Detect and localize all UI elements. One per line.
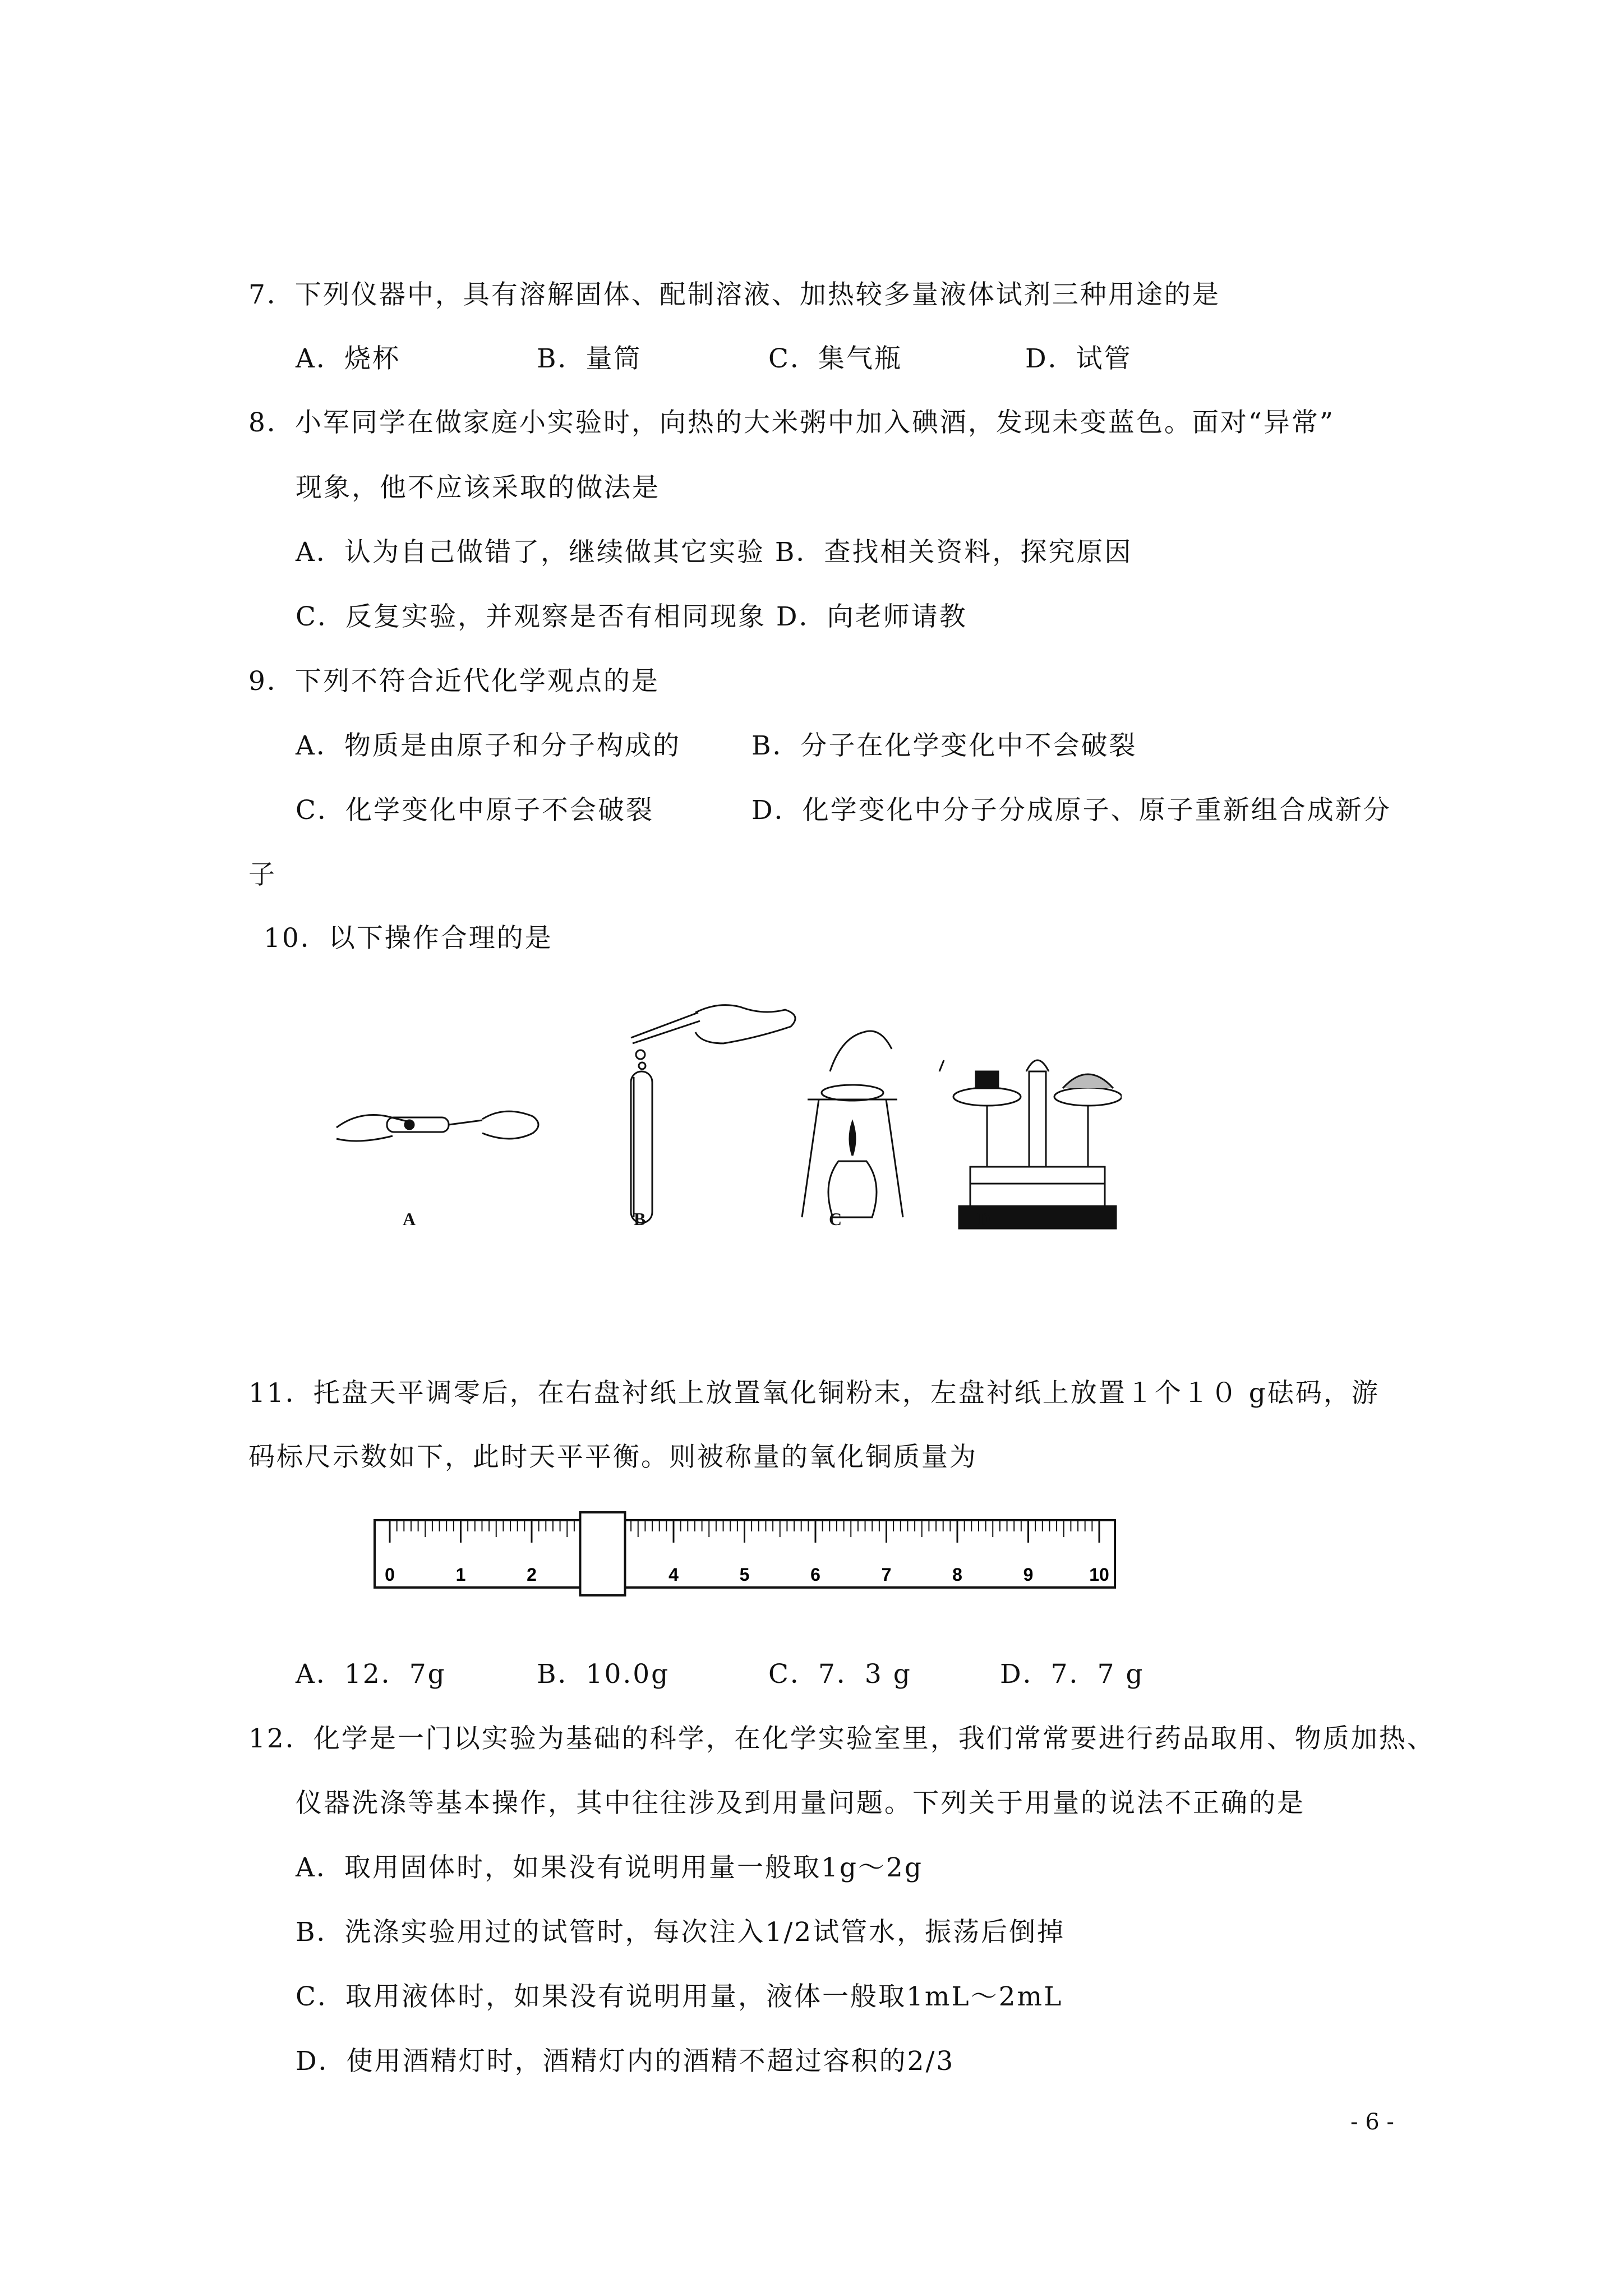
q9-stem: 9．下列不符合近代化学观点的是: [248, 666, 660, 697]
q11-stem-line1: 11．托盘天平调零后，在右盘衬纸上放置氧化铜粉末，左盘衬纸上放置１个１０ g砝码，游: [248, 1378, 1380, 1409]
q11-option-a: A．12．7g: [296, 1659, 446, 1690]
q11-option-c: C．7．3 g: [768, 1659, 912, 1690]
ruler-number: 2: [527, 1565, 537, 1585]
q12-option-a: A．取用固体时，如果没有说明用量一般取1g～2g: [296, 1852, 923, 1883]
q7-option-d: D．试管: [1025, 343, 1132, 374]
q12-stem-line1: 12．化学是一门以实验为基础的科学，在化学实验室里，我们常常要进行药品取用、物质加热、: [248, 1723, 1435, 1754]
figure-label-c: C: [829, 1209, 842, 1229]
figure-d-tray-balance: [953, 1060, 1122, 1228]
page-number: - 6 -: [1350, 2109, 1394, 2135]
ruler-number: 7: [881, 1565, 892, 1585]
q9-option-d-continued: 子: [248, 859, 276, 890]
rider-scale-ruler: [373, 1509, 1119, 1604]
figure-c-alcohol-lamp-heating: [802, 1031, 944, 1217]
q11-option-b: B．10.0g: [537, 1659, 670, 1690]
figure-b-test-tube-with-tongs: [631, 1005, 795, 1223]
ruler-number: 5: [739, 1565, 750, 1585]
q12-stem-line2: 仪器洗涤等基本操作，其中往往涉及到用量问题。下列关于用量的说法不正确的是: [296, 1788, 1305, 1819]
ruler-number: 10: [1089, 1565, 1109, 1585]
figure-label-d: D: [978, 1209, 991, 1229]
q12-option-d: D．使用酒精灯时，酒精灯内的酒精不超过容积的2/3: [296, 2046, 955, 2077]
q9-option-a: A．物质是由原子和分子构成的: [296, 730, 681, 761]
q8-stem-line2: 现象，他不应该采取的做法是: [296, 472, 660, 503]
ruler-number: 9: [1023, 1565, 1034, 1585]
ruler-number: 6: [810, 1565, 820, 1585]
ruler-number: 4: [668, 1565, 679, 1585]
figure-label-a: A: [403, 1209, 416, 1229]
q10-stem: 10．以下操作合理的是: [264, 923, 553, 954]
q9-option-d: D．化学变化中分子分成原子、原子重新组合成新分: [751, 795, 1391, 826]
figure-a-test-tube-holder: [336, 1111, 538, 1141]
figure-label-b: B: [634, 1209, 646, 1229]
q7-stem: 7．下列仪器中，具有溶解固体、配制溶液、加热较多量液体试剂三种用途的是: [248, 279, 1220, 310]
ruler-number: 0: [385, 1565, 395, 1585]
q12-option-b: B．洗涤实验用过的试管时，每次注入1/2试管水，振荡后倒掉: [296, 1917, 1066, 1948]
q11-stem-line2: 码标尺示数如下，此时天平平衡。则被称量的氧化铜质量为: [248, 1442, 978, 1473]
q7-option-c: C．集气瓶: [768, 343, 902, 374]
q7-option-b: B．量筒: [537, 343, 642, 374]
q9-option-c: C．化学变化中原子不会破裂: [296, 795, 654, 826]
ruler-number: 1: [455, 1565, 466, 1585]
q10-illustrations: [325, 999, 1122, 1245]
ruler-graphic: [373, 1509, 1119, 1604]
q10-figure: [325, 999, 1122, 1245]
q8-options-ab: A．认为自己做错了，继续做其它实验 B．查找相关资料，探究原因: [296, 537, 1133, 568]
q12-option-c: C．取用液体时，如果没有说明用量，液体一般取1mL～2mL: [296, 1981, 1063, 2012]
q9-option-b: B．分子在化学变化中不会破裂: [751, 730, 1137, 761]
rider: [580, 1512, 625, 1595]
q7-option-a: A．烧杯: [296, 343, 400, 374]
q8-options-cd: C．反复实验，并观察是否有相同现象 D．向老师请教: [296, 601, 967, 632]
ruler-number: 8: [952, 1565, 962, 1585]
q11-option-d: D．7．7 g: [1000, 1659, 1145, 1690]
q8-stem-line1: 8．小军同学在做家庭小实验时，向热的大米粥中加入碘酒，发现未变蓝色。面对“异常”: [248, 407, 1335, 438]
